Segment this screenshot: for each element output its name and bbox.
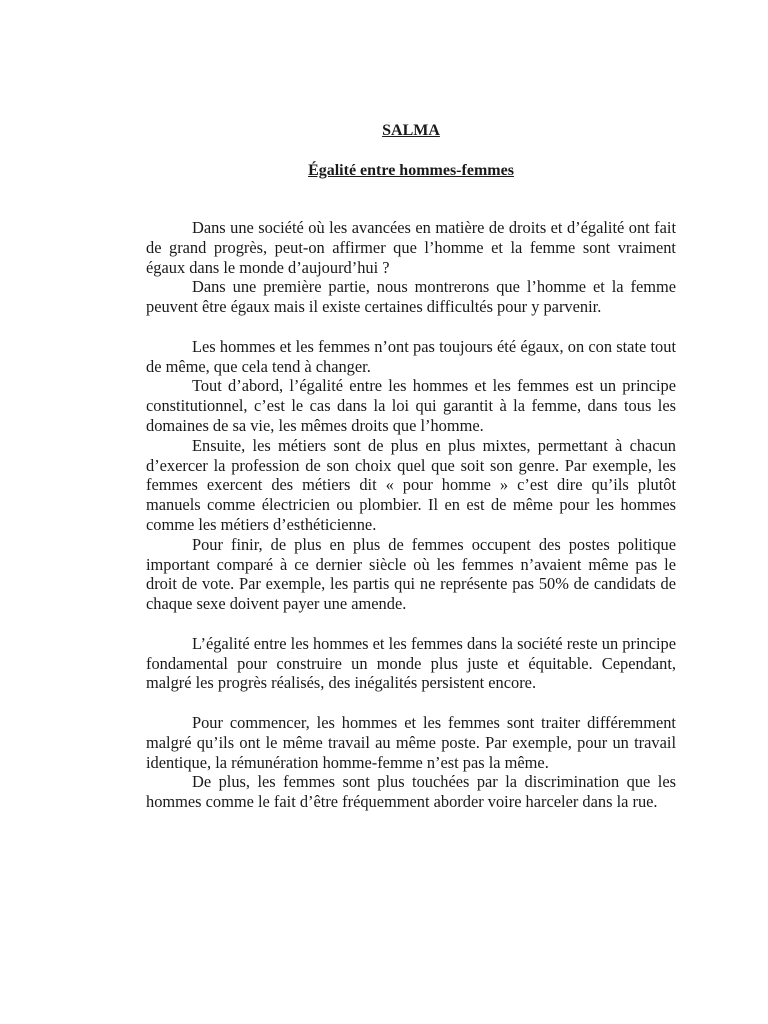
- paragraph-pay-gap: Pour commencer, les hommes et les femmes sont traiter différemment malgré qu’ils ont le même travail au même poste. Par exemple, pour un travail identique, la rémunération homme-femme n’est pas la même.: [146, 712, 676, 772]
- paragraph-spacer: [146, 693, 676, 713]
- paragraph-part1-intro: Les hommes et les femmes n’ont pas toujours été égaux, on con state tout de même, que cela tend à changer.: [146, 336, 676, 376]
- paragraph-spacer: [146, 614, 676, 634]
- paragraph-politics: Pour finir, de plus en plus de femmes occupent des postes politique important comparé à ce dernier siècle où les femmes n’avaient même pas le droit de vote. Par exemple, les partis qui ne représente pas 50% de candidats de chaque sexe doivent payer une amende.: [146, 534, 676, 614]
- paragraph-constitution: Tout d’abord, l’égalité entre les hommes et les femmes est un principe constitutionnel, c’est le cas dans la loi qui garantit à la femme, dans tous les domaines de sa vie, les mêmes droits que l’homme.: [146, 376, 676, 435]
- document-body: [146, 218, 676, 812]
- paragraph-intro-question: Dans une société où les avancées en matière de droits et d’égalité ont fait de grand progrès, peut-on affirmer que l’homme et la femme sont vraiment égaux dans le monde d’aujourd’hui ?: [146, 218, 676, 277]
- paragraph-transition: L’égalité entre les hommes et les femmes dans la société reste un principe fondamental pour construire un monde plus juste et équitable. Cependant, malgré les progrès réalisés, des inégalités persistent encore.: [146, 633, 676, 693]
- author-name: SALMA: [382, 122, 440, 139]
- paragraph-spacer: [146, 317, 676, 337]
- paragraph-discrimination: De plus, les femmes sont plus touchées par la discrimination que les hommes comme le fait d’être fréquemment aborder voire harceler dans la rue.: [146, 772, 676, 812]
- document-title: Égalité entre hommes-femmes: [308, 162, 514, 179]
- paragraph-intro-plan: Dans une première partie, nous montrerons que l’homme et la femme peuvent être égaux mais il existe certaines difficultés pour y parvenir.: [146, 277, 676, 317]
- paragraph-mixed-jobs: Ensuite, les métiers sont de plus en plus mixtes, permettant à chacun d’exercer la profession de son choix quel que soit son genre. Par exemple, les femmes exercent des métiers dit « pour homme » c’est dire qu’ils plutôt manuels comme électricien ou plombier. Il en est de même pour les hommes comme les métiers d’esthéticienne.: [146, 435, 676, 534]
